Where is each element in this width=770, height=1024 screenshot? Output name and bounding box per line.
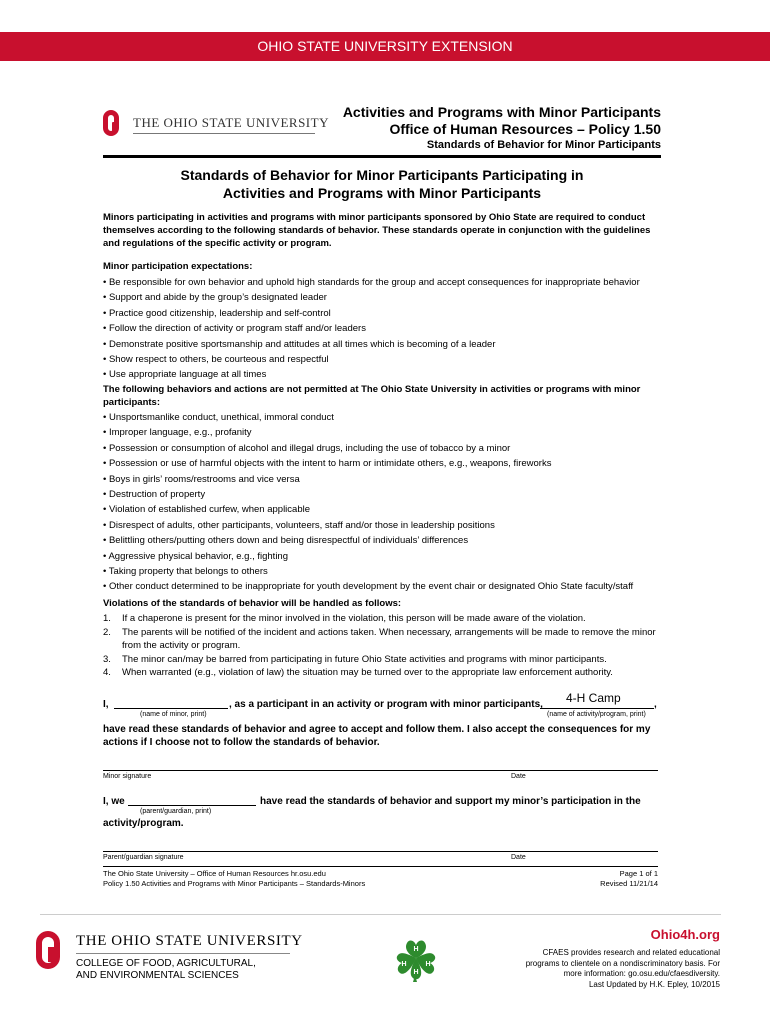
policy-line-3: Standards of Behavior for Minor Participants <box>426 139 661 151</box>
policy-line-1: Activities and Programs with Minor Participants <box>342 104 661 120</box>
list-item <box>103 666 661 680</box>
agreement-statement: have read these standards of behavior and agree to accept and follow them. I also accept the consequences for my actions if I choose not to follow the standards of behavior. <box>103 724 651 748</box>
block-o-icon <box>36 931 60 969</box>
item-text: The minor can/may be barred from participating in future Ohio State activities and programs with minor participants. <box>122 653 607 665</box>
policy-line-2: Office of Human Resources – Policy 1.50 <box>389 121 661 137</box>
prohibited-section <box>103 383 661 595</box>
list-item: • Violation of established curfew, when applicable <box>103 502 661 517</box>
parent-name-caption: (parent/guardian, print) <box>140 808 212 815</box>
activity-name-field[interactable] <box>540 708 654 709</box>
banner-text: OHIO STATE UNIVERSITY EXTENSION <box>257 38 513 54</box>
cfaes-line-2: programs to clientele on a nondiscriminatory basis. For <box>525 958 720 968</box>
list-item: • Support and abide by the group’s designated leader <box>103 290 661 305</box>
college-line-2: AND ENVIRONMENTAL SCIENCES <box>76 969 239 981</box>
item-text: If a chaperone is present for the minor involved in the violation, this person will be made aware of the violation. <box>122 613 586 624</box>
document-header <box>103 102 661 158</box>
revised-date: Revised 11/21/14 <box>600 879 658 888</box>
minor-name-field[interactable] <box>114 708 228 709</box>
extension-banner <box>0 32 770 61</box>
list-item: • Use appropriate language at all times <box>103 367 661 382</box>
title-line-2: Activities and Programs with Minor Participants <box>222 185 542 201</box>
item-text: When warranted (e.g., violation of law) the situation may be turned over to the appropriate law enforcement authority. <box>122 667 613 678</box>
last-updated: Last Updated by H.K. Epley, 10/2015 <box>588 979 720 989</box>
intro-paragraph: Minors participating in activities and programs with minor participants sponsored by Ohio State are required to conduct themselves according to the following standards of behavior. These standards operate in conjunction with the guidelines and regulations of the specific activity or program. <box>103 212 651 249</box>
header-divider <box>103 155 661 158</box>
footer-university-name: THE OHIO STATE UNIVERSITY <box>76 933 303 949</box>
page-number: Page 1 of 1 <box>619 869 658 878</box>
violations-section <box>103 597 661 680</box>
list-item: • Demonstrate positive sportsmanship and attitudes at all times which is becoming of a leader <box>103 337 661 352</box>
list-item: • Be responsible for own behavior and uphold high standards for the group and accept consequences for inappropriate behavior <box>103 275 661 290</box>
svg-text:H: H <box>413 969 419 976</box>
page-footer-divider <box>40 914 721 915</box>
parent-we: I, we <box>103 796 125 807</box>
policy-heading <box>343 104 661 152</box>
list-item: • Destruction of property <box>103 487 661 502</box>
list-item: • Possession or use of harmful objects with the intent to harm or intimidate others, e.g., weapons, fireworks <box>103 456 661 471</box>
item-number: 4. <box>103 667 111 678</box>
date-label-2: Date <box>511 854 526 861</box>
date-label-1: Date <box>511 773 526 780</box>
list-item <box>103 612 661 626</box>
list-item: • Follow the direction of activity or program staff and/or leaders <box>103 321 661 336</box>
list-item <box>103 653 661 667</box>
list-item <box>103 626 661 653</box>
parent-signature-label: Parent/guardian signature <box>103 854 184 861</box>
agreement-middle: , as a participant in an activity or program with minor participants, <box>229 699 543 710</box>
list-item: • Boys in girls’ rooms/restrooms and vice versa <box>103 472 661 487</box>
list-item: • Possession or consumption of alcohol and illegal drugs, including the use of tobacco by a minor <box>103 441 661 456</box>
doc-footer-left <box>103 869 365 889</box>
agreement-comma: , <box>654 699 657 710</box>
document-title <box>103 166 661 202</box>
four-leaf-clover-icon <box>391 935 441 983</box>
parent-statement-2: activity/program. <box>103 818 184 829</box>
list-item: • Practice good citizenship, leadership and self-control <box>103 306 661 321</box>
list-item: • Disrespect of adults, other participants, volunteers, staff and/or those in leadership positions <box>103 518 661 533</box>
list-item: • Unsportsmanlike conduct, unethical, immoral conduct <box>103 410 661 425</box>
parent-statement: have read the standards of behavior and support my minor’s participation in the <box>260 796 641 807</box>
violations-heading: Violations of the standards of behavior will be handled as follows: <box>103 598 402 609</box>
cfaes-line-3: more information: go.osu.edu/cfaesdiversity. <box>563 969 720 978</box>
college-line-1: COLLEGE OF FOOD, AGRICULTURAL, <box>76 958 256 969</box>
list-item: • Improper language, e.g., profanity <box>103 425 661 440</box>
expectations-list <box>103 275 661 383</box>
doc-footer-right <box>600 869 658 889</box>
prohibited-list <box>103 410 661 595</box>
item-number: 2. <box>103 626 111 638</box>
parent-signature-line[interactable] <box>103 851 658 852</box>
cfaes-line-1: CFAES provides research and related educational <box>542 948 720 957</box>
item-text: The parents will be notified of the incident and actions taken. When necessary, arrangements will be made to remove the minor from the activity or program. <box>122 626 656 651</box>
expectations-section <box>103 259 661 383</box>
minor-name-caption: (name of minor, print) <box>140 711 207 718</box>
agreement-i: I, <box>103 699 109 710</box>
item-number: 3. <box>103 653 111 665</box>
list-item: • Aggressive physical behavior, e.g., fighting <box>103 549 661 564</box>
minor-signature-label: Minor signature <box>103 773 152 780</box>
doc-footer-left-2: Policy 1.50 Activities and Programs with Minor Participants – Standards-Minors <box>103 879 366 888</box>
minor-signature-line[interactable] <box>103 770 658 771</box>
list-item: • Taking property that belongs to others <box>103 564 661 579</box>
block-o-icon <box>103 110 119 136</box>
list-item: • Belittling others/putting others down and being disrespectful of individuals’ differences <box>103 533 661 548</box>
doc-footer-left-1: The Ohio State University – Office of Human Resources hr.osu.edu <box>103 869 326 878</box>
violations-list <box>103 612 661 680</box>
parent-name-field[interactable] <box>128 805 256 806</box>
expectations-heading: Minor participation expectations: <box>103 261 253 272</box>
svg-text:H: H <box>401 961 407 968</box>
footer-rule <box>103 866 658 867</box>
university-name: THE OHIO STATE UNIVERSITY <box>133 115 329 130</box>
cfaes-statement <box>490 948 720 990</box>
list-item: • Show respect to others, be courteous and respectful <box>103 352 661 367</box>
title-line-1: Standards of Behavior for Minor Participants Participating in <box>180 167 584 183</box>
item-number: 1. <box>103 613 111 624</box>
list-item: • Other conduct determined to be inappropriate for youth development by the event chair or designated Ohio State faculty/staff <box>103 579 661 594</box>
svg-text:H: H <box>413 946 419 953</box>
ohio4h-link[interactable]: Ohio4h.org <box>650 927 720 942</box>
activity-name-caption: (name of activity/program, print) <box>547 711 646 718</box>
prohibited-heading: The following behaviors and actions are not permitted at The Ohio State University in activities or programs with minor participants: <box>103 384 641 408</box>
college-name <box>76 958 256 981</box>
activity-name-value: 4-H Camp <box>566 691 621 705</box>
svg-text:H: H <box>425 961 431 968</box>
